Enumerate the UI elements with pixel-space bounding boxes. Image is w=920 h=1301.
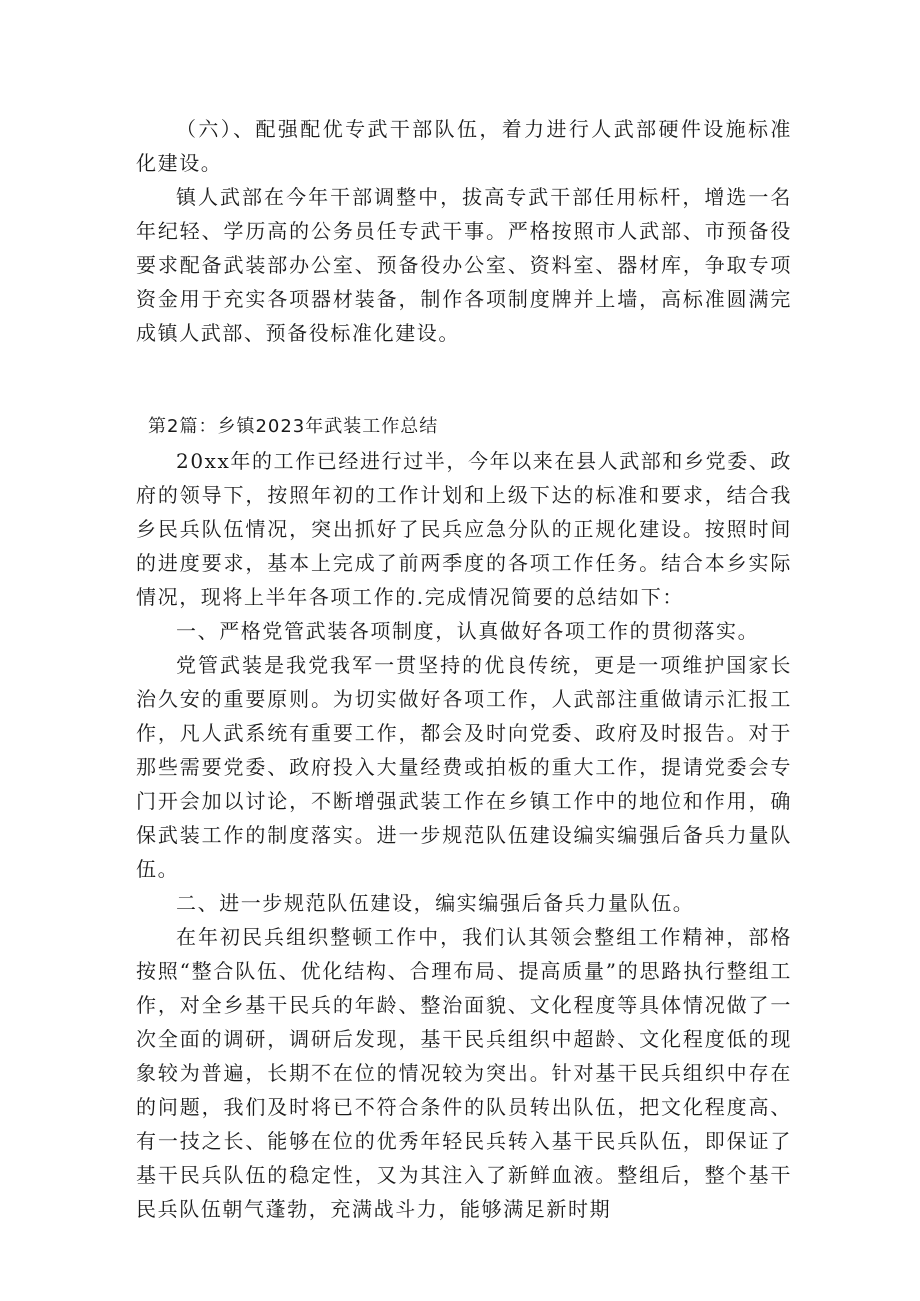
article-title: 第2篇：乡镇2023年武装工作总结 [148, 416, 439, 437]
section-heading-6: （六）、配强配优专武干部队伍，着力进行人武部硬件设施标准化建设。 [136, 117, 792, 175]
document-body [136, 112, 792, 1226]
section-heading-1: 一、严格党管武装各项制度，认真做好各项工作的贯彻落实。 [176, 619, 760, 643]
paragraph: 镇人武部在今年干部调整中，拔高专武干部任用标杆，增选一名年纪轻、学历高的公务员任专武干事。严格按照市人武部、市预备役要求配备武装部办公室、预备役办公室、资料室、器材库，争取专项资金用于充实各项器材装备，制作各项制度牌并上墙，高标准圆满完成镇人武部、预备役标准化建设。 [136, 185, 792, 345]
paragraph: 党管武装是我党我军一贯坚持的优良传统，更是一项维护国家长治久安的重要原则。为切实做好各项工作，人武部注重做请示汇报工作，凡人武系统有重要工作，都会及时向党委、政府及时报告。对于那些需要党委、政府投入大量经费或拍板的重大工作，提请党委会专门开会加以讨论，不断增强武装工作在乡镇工作中的地位和作用，确保武装工作的制度落实。进一步规范队伍建设编实编强后备兵力量队伍。 [136, 653, 792, 881]
section-heading-2: 二、进一步规范队伍建设，编实编强后备兵力量队伍。 [176, 891, 695, 915]
paragraph-intro: 20xx年的工作已经进行过半，今年以来在县人武部和乡党委、政府的领导下，按照年初的工作计划和上级下达的标准和要求，结合我乡民兵队伍情况，突出抓好了民兵应急分队的正规化建设。按照时间的进度要求，基本上完成了前两季度的各项工作任务。结合本乡实际情况，现将上半年各项工作的.完成情况简要的总结如下： [136, 449, 793, 609]
section-gap [136, 350, 792, 410]
paragraph: 在年初民兵组织整顿工作中，我们认其领会整组工作精神，部格按照“整合队伍、优化结构、合理布局、提高质量”的思路执行整组工作，对全乡基干民兵的年龄、整治面貌、文化程度等具体情况做了一次全面的调研，调研后发现，基干民兵组织中超龄、文化程度低的现象较为普遍，长期不在位的情况较为突出。针对基干民兵组织中存在的问题，我们及时将已不符合条件的队员转出队伍，把文化程度高、有一技之长、能够在位的优秀年轻民兵转入基干民兵队伍，即保证了基干民兵队伍的稳定性，又为其注入了新鲜血液。整组后，整个基干民兵队伍朝气蓬勃，充满战斗力，能够满足新时期 [136, 925, 792, 1221]
